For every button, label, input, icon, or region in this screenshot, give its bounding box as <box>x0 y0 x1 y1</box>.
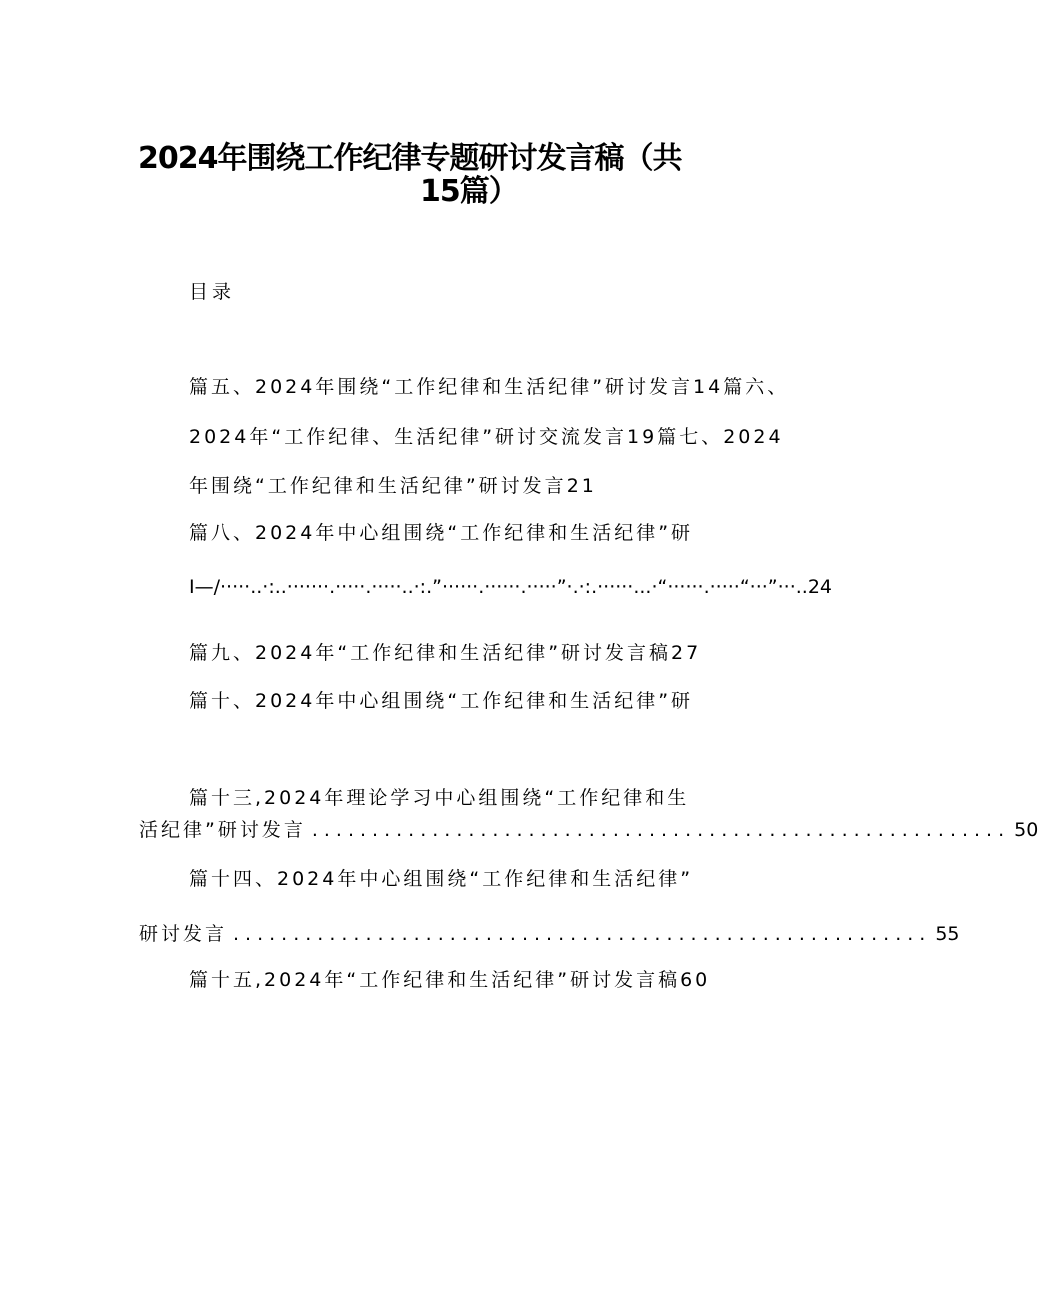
toc-entry-text: 研讨发言 <box>139 923 228 945</box>
toc-dotted-line <box>139 819 1038 841</box>
toc-line: 篇十四、2024年中心组围绕“工作纪律和生活纪律” <box>189 868 694 890</box>
toc-page-number: 50 <box>1014 819 1038 841</box>
document-title-line2: 15篇） <box>420 174 518 209</box>
toc-line: 篇十五,2024年“工作纪律和生活纪律”研讨发言稿60 <box>189 969 711 991</box>
toc-line: 篇九、2024年“工作纪律和生活纪律”研讨发言稿27 <box>189 642 702 664</box>
toc-leader-dots: .......................................................... <box>233 923 932 945</box>
toc-entry-text: 活纪律”研讨发言 <box>139 819 306 841</box>
toc-line: I—/·····..·:..·······.·····.·····..·:.”······.······.·····”·.·:.······...·“······.·····“···”···..24 <box>189 576 833 598</box>
toc-line: 篇十三,2024年理论学习中心组围绕“工作纪律和生 <box>189 787 690 809</box>
toc-line: 2024年“工作纪律、生活纪律”研讨交流发言19篇七、2024 <box>189 426 784 448</box>
toc-page-number: 55 <box>935 923 960 945</box>
toc-leader-dots: .......................................................... <box>311 819 1011 841</box>
toc-line: 年围绕“工作纪律和生活纪律”研讨发言21 <box>189 475 597 497</box>
toc-line: 篇十、2024年中心组围绕“工作纪律和生活纪律”研 <box>189 690 694 712</box>
toc-dotted-line <box>139 923 960 945</box>
toc-heading: 目录 <box>189 281 236 303</box>
document-title-line1: 2024年围绕工作纪律专题研讨发言稿（共 <box>138 141 682 176</box>
toc-line: 篇八、2024年中心组围绕“工作纪律和生活纪律”研 <box>189 522 694 544</box>
toc-line: 篇五、2024年围绕“工作纪律和生活纪律”研讨发言14篇六、 <box>189 376 790 398</box>
